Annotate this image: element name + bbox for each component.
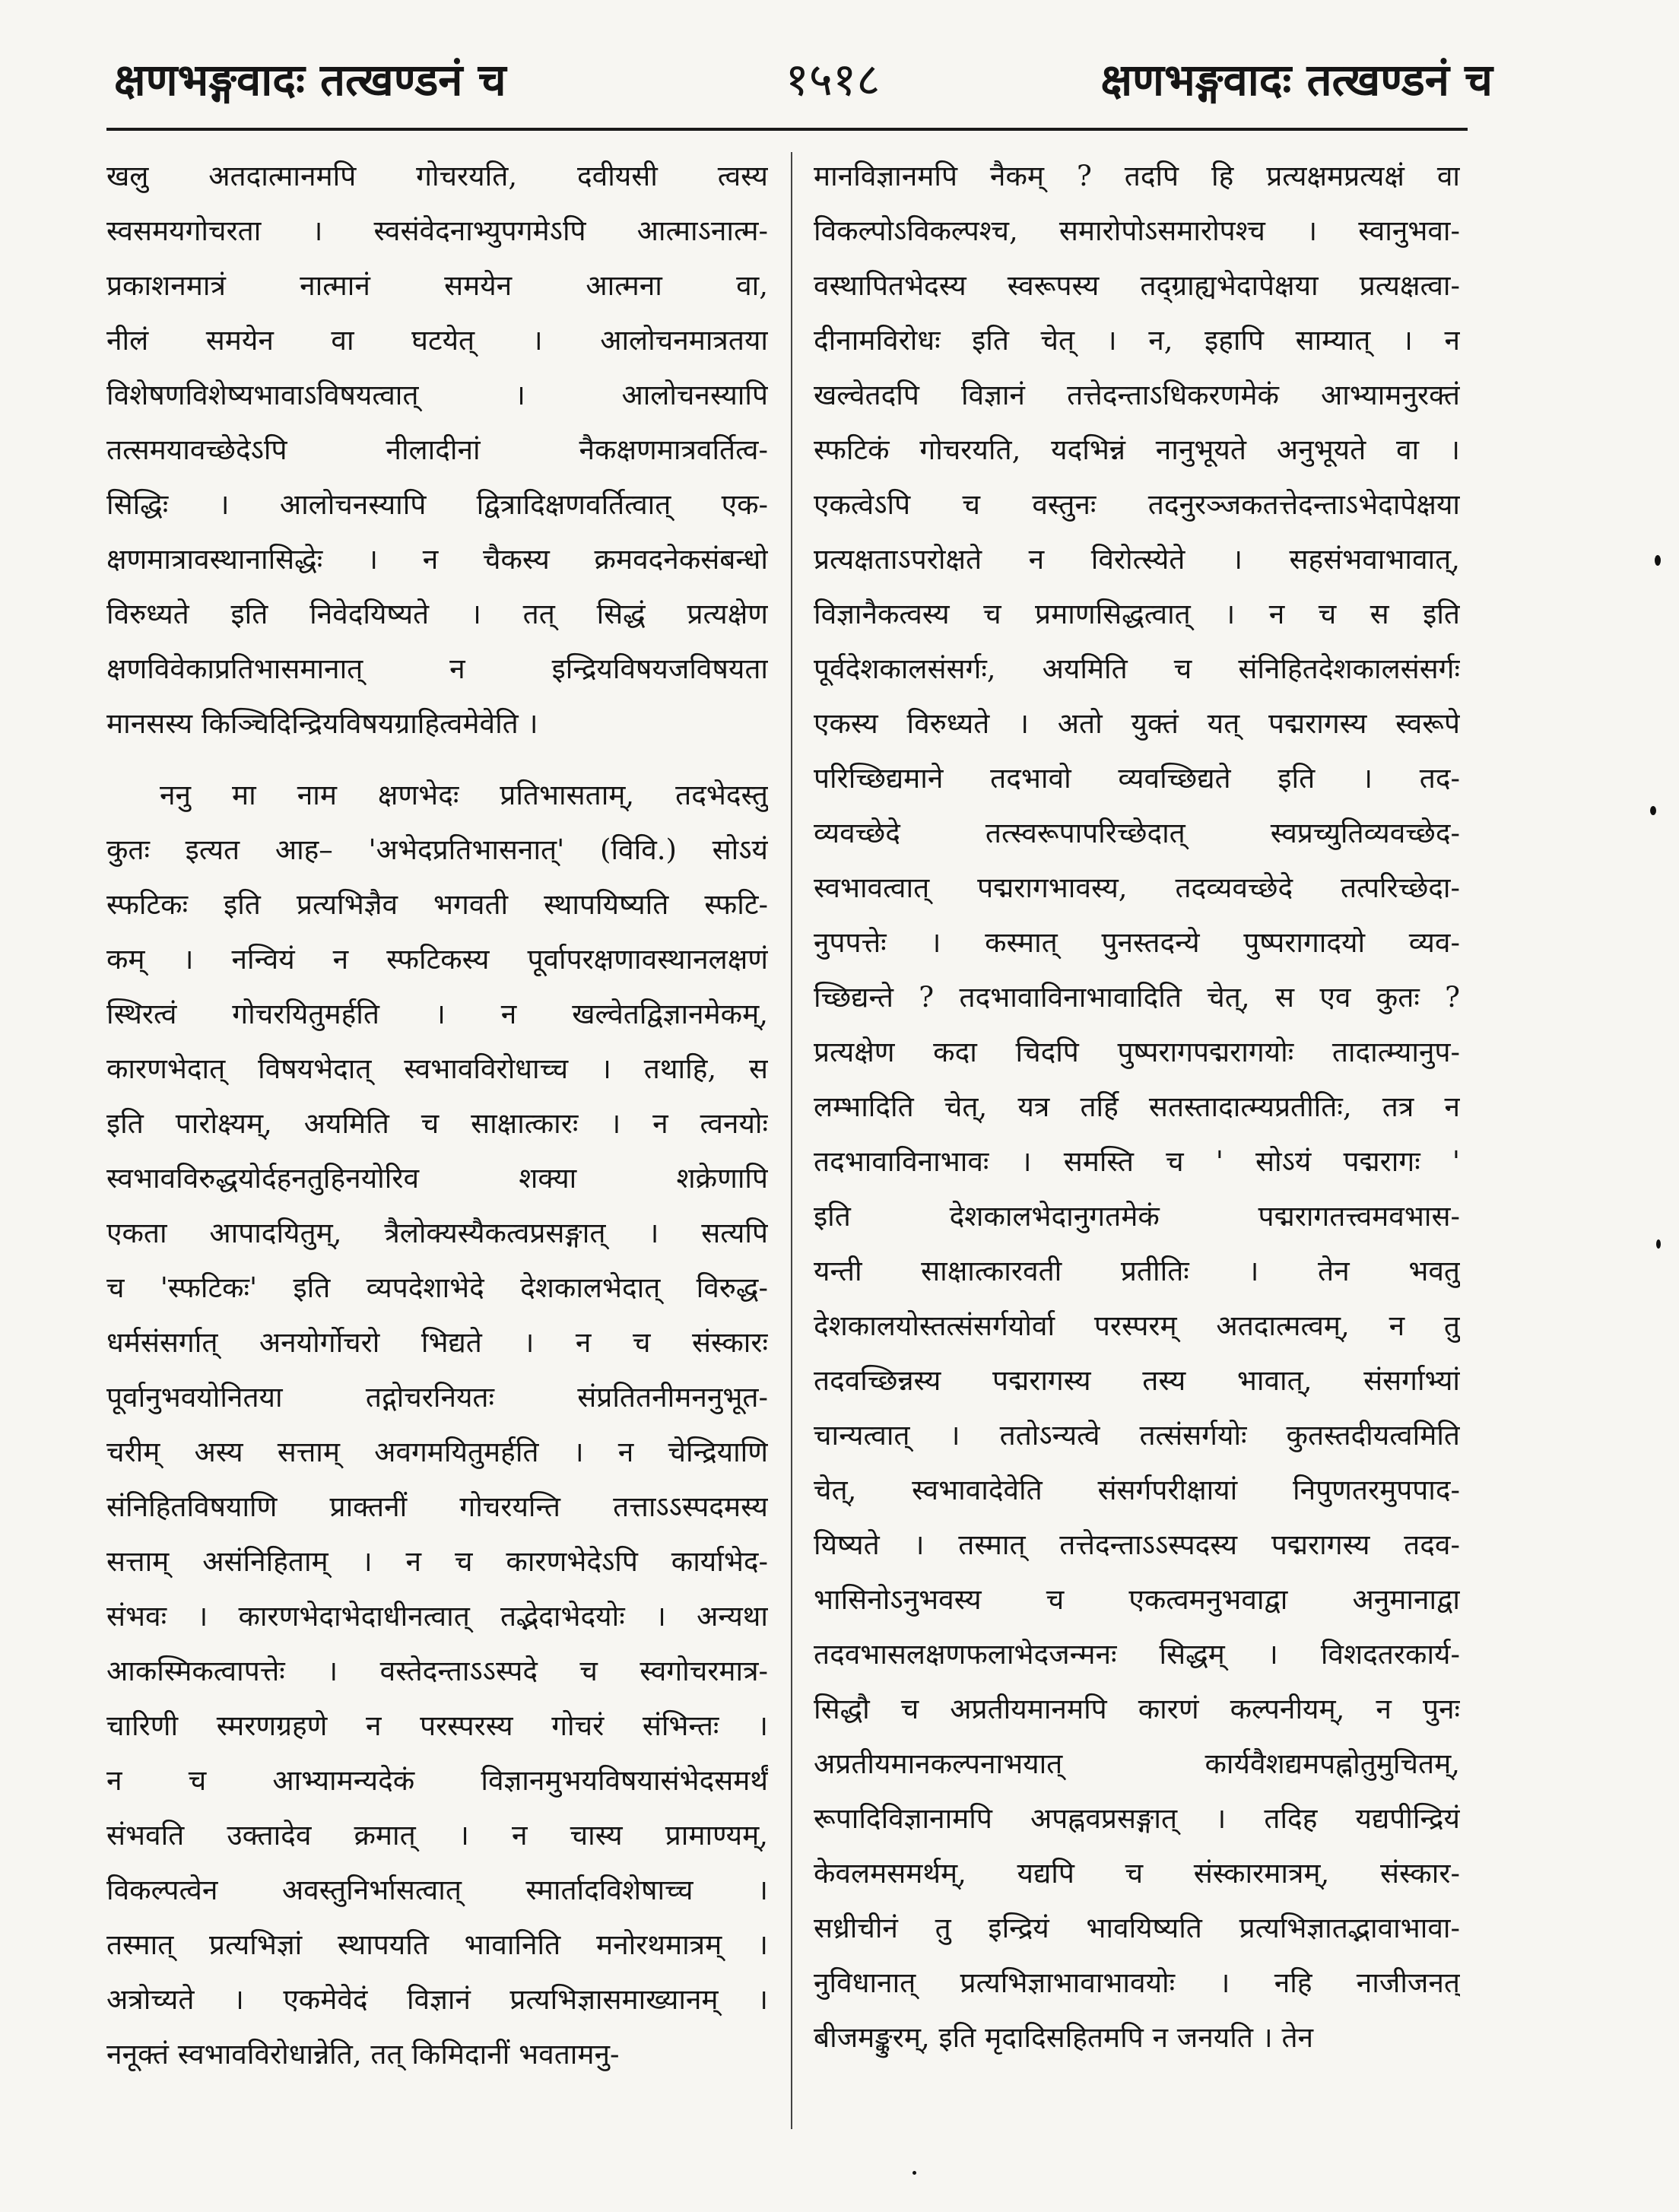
page-number: १५१८ (785, 53, 881, 106)
text-line: संभवः । कारणभेदाभेदाधीनत्वात् तद्भेदाभेदयोः । अन्यथा (106, 1600, 768, 1633)
text-line: केवलमसमर्थम्, यद्यपि च संस्कारमात्रम्, संस्कार- (814, 1857, 1460, 1890)
paragraph-gap (106, 751, 768, 768)
text-line: विकल्पोऽविकल्पश्च, समारोपोऽसमारोपश्च । स्वानुभवा- (814, 214, 1460, 247)
text-line: यन्ती साक्षात्कारवती प्रतीतिः । तेन भवतु (814, 1255, 1460, 1287)
text-line: चरीम् अस्य सत्ताम् अवगमयितुमर्हति । न चेन्द्रियाणि (106, 1436, 768, 1468)
text-line: चारिणी स्मरणग्रहणे न परस्परस्य गोचरं संभिन्तः । (106, 1709, 768, 1742)
text-line: सिद्धिः । आलोचनस्यापि द्वित्रादिक्षणवर्तित्वात् एक- (106, 488, 768, 521)
text-line: ननु मा नाम क्षणभेदः प्रतिभासताम्, तदभेदस्तु (160, 779, 768, 811)
text-line: धर्मसंसर्गात् अनयोर्गोचरो भिद्यते । न च संस्कारः (106, 1326, 768, 1359)
text-line: भासिनोऽनुभवस्य च एकत्वमनुभवाद्वा अनुमानाद्वा (814, 1583, 1460, 1616)
text-line: कम् । नन्वियं न स्फटिकस्य पूर्वापरक्षणावस्थानलक्षणं (106, 943, 768, 976)
text-line: स्वभावत्वात् पद्मरागभावस्य, तदव्यवच्छेदे तत्परिच्छेदा- (814, 871, 1460, 904)
text-line: प्रत्यक्षताऽपरोक्षते न विरोत्स्येते । सहसंभवाभावात्, (814, 543, 1460, 576)
margin-dot (1656, 1239, 1661, 1249)
text-line: पूर्वदेशकालसंसर्गः, अयमिति च संनिहितदेशकालसंसर्गः (814, 652, 1460, 685)
text-line: लम्भादिति चेत्, यत्र तर्हि सतस्तादात्म्यप्रतीतिः, तत्र न (814, 1090, 1460, 1123)
header-rule (106, 128, 1468, 131)
text-line: रूपादिविज्ञानामपि अपह्नवप्रसङ्गात् । तदिह यद्यपीन्द्रियं (814, 1802, 1460, 1835)
text-line: सध्रीचीनं तु इन्द्रियं भावयिष्यति प्रत्यभिज्ञातद्भावाभावा- (814, 1912, 1460, 1944)
text-line: नीलं समयेन वा घटयेत् । आलोचनमात्रतया (106, 324, 768, 357)
text-line: च्छिद्यन्ते ? तदभावाविनाभावादिति चेत्, स एव कुतः ? (814, 981, 1460, 1014)
text-line: कारणभेदात् विषयभेदात् स्वभावविरोधाच्च । तथाहि, स (106, 1052, 768, 1085)
text-line: बीजमङ्कुरम्, इति मृदादिसहितमपि न जनयति । तेन (814, 2021, 1314, 2054)
text-line: आकस्मिकत्वापत्तेः । वस्तेदन्ताऽऽस्पदे च स्वगोचरमात्र- (106, 1655, 768, 1687)
page-header (0, 0, 1679, 122)
text-line: संभवति उक्तादेव क्रमात् । न चास्य प्रामाण्यम्, (106, 1819, 768, 1852)
text-line: स्थिरत्वं गोचरयितुमर्हति । न खल्वेतद्विज्ञानमेकम्, (106, 998, 768, 1030)
text-line: अप्रतीयमानकल्पनाभयात् कार्यवैशद्यमपह्नोतुमुचितम्, (814, 1747, 1460, 1780)
text-line: चेत्, स्वभावादेवेति संसर्गपरीक्षायां निपुणतरमुपपाद- (814, 1474, 1460, 1506)
text-line: तदवभासलक्षणफलाभेदजन्मनः सिद्धम् । विशदतरकार्य- (814, 1638, 1460, 1671)
text-line: यिष्यते । तस्मात् तत्तेदन्ताऽऽस्पदस्य पद्मरागस्य तदव- (814, 1528, 1460, 1561)
text-line: च 'स्फटिकः' इति व्यपदेशाभेदे देशकालभेदात् विरुद्ध- (106, 1271, 768, 1304)
text-line: प्रकाशनमात्रं नात्मानं समयेन आत्मना वा, (106, 269, 768, 302)
text-line: परिच्छिद्यमाने तदभावो व्यवच्छिद्यते इति । तद- (814, 762, 1460, 795)
text-line: विकल्पत्वेन अवस्तुनिर्भासत्वात् स्मार्तादविशेषाच्च । (106, 1874, 768, 1906)
text-line: खलु अतदात्मानमपि गोचरयति, दवीयसी त्वस्य (106, 160, 768, 192)
text-line: चान्यत्वात् । ततोऽन्यत्वे तत्संसर्गयोः कुतस्तदीयत्वमिति (814, 1419, 1460, 1452)
text-line: विरुध्यते इति निवेदयिष्यते । तत् सिद्धं प्रत्यक्षेण (106, 598, 768, 630)
text-line: ननूक्तं स्वभावविरोधान्नेति, तत् किमिदानीं भवतामनु- (106, 2038, 620, 2071)
text-line: तस्मात् प्रत्यभिज्ञां स्थापयति भावानिति मनोरथमात्रम् । (106, 1928, 768, 1961)
text-line: तदभावाविनाभावः । समस्ति च ' सोऽयं पद्मरागः ' (814, 1145, 1460, 1178)
right-column (814, 149, 1460, 2156)
text-line: नुपपत्तेः । कस्मात् पुनस्तदन्ये पुष्परागादयो व्यव- (814, 926, 1460, 959)
text-line: स्वसमयगोचरता । स्वसंवेदनाभ्युपगमेऽपि आत्माऽनात्म- (106, 214, 768, 247)
text-line: न च आभ्यामन्यदेकं विज्ञानमुभयविषयासंभेदसमर्थं (106, 1764, 768, 1797)
text-line: नुविधानात् प्रत्यभिज्ञाभावाभावयोः । नहि नाजीजनत् (814, 1966, 1460, 1999)
text-line: देशकालयोस्तत्संसर्गयोर्वा परस्परम् अतदात्मत्वम्, न तु (814, 1309, 1460, 1342)
text-line: खल्वेतदपि विज्ञानं तत्तेदन्ताऽधिकरणमेकं आभ्यामनुरक्तं (814, 379, 1460, 411)
text-line: वस्थापितभेदस्य स्वरूपस्य तद्ग्राह्यभेदापेक्षया प्रत्यक्षत्वा- (814, 269, 1460, 302)
text-line: स्फटिकं गोचरयति, यदभिन्नं नानुभूयते अनुभूयते वा । (814, 433, 1460, 466)
running-head-right: क्षणभङ्गवादः तत्खण्डनं च (1100, 54, 1493, 106)
text-line: मानविज्ञानमपि नैकम् ? तदपि हि प्रत्यक्षमप्रत्यक्षं वा (814, 160, 1460, 192)
margin-dot (1650, 806, 1656, 815)
text-line: संनिहितविषयाणि प्राक्तनीं गोचरयन्ति तत्ताऽऽस्पदमस्य (106, 1490, 768, 1523)
running-head-left: क्षणभङ्गवादः तत्खण्डनं च (114, 54, 506, 106)
margin-dot (912, 2171, 916, 2175)
text-line: एकस्य विरुध्यते । अतो युक्तं यत् पद्मरागस्य स्वरूपे (814, 707, 1460, 740)
text-line: इति पारोक्ष्यम्, अयमिति च साक्षात्कारः । न त्वनयोः (106, 1107, 768, 1140)
text-line: इति देशकालभेदानुगतमेकं पद्मरागतत्त्वमवभास- (814, 1200, 1460, 1233)
text-line: सिद्धौ च अप्रतीयमानमपि कारणं कल्पनीयम्, न पुनः (814, 1693, 1460, 1725)
text-line: तदवच्छिन्नस्य पद्मरागस्य तस्य भावात्, संसर्गाभ्यां (814, 1364, 1460, 1397)
text-line: प्रत्यक्षेण कदा चिदपि पुष्परागपद्मरागयोः तादात्म्यानुप- (814, 1036, 1460, 1068)
text-line: क्षणमात्रावस्थानासिद्धेः । न चैकस्य क्रमवदनेकसंबन्धो (106, 543, 768, 576)
text-line: पूर्वानुभवयोनितया तद्गोचरनियतः संप्रतितनीमननुभूत- (106, 1381, 768, 1414)
text-line: विज्ञानैकत्वस्य च प्रमाणसिद्धत्वात् । न च स इति (814, 598, 1460, 630)
text-line: स्फटिकः इति प्रत्यभिज्ञैव भगवती स्थापयिष्यति स्फटि- (106, 888, 768, 921)
text-line: कुतः इत्यत आह– 'अभेदप्रतिभासनात्' (विवि.) सोऽयं (106, 833, 768, 866)
text-line: विशेषणविशेष्यभावाऽविषयत्वात् । आलोचनस्यापि (106, 379, 768, 411)
text-line: दीनामविरोधः इति चेत् । न, इहापि साम्यात् । न (814, 324, 1460, 357)
text-line: एकत्वेऽपि च वस्तुनः तदनुरञ्जकतत्तेदन्ताऽभेदापेक्षया (814, 488, 1460, 521)
left-column (106, 149, 768, 2156)
text-line: सत्ताम् असंनिहिताम् । न च कारणभेदेऽपि कार्याभेद- (106, 1545, 768, 1578)
text-line: अत्रोच्यते । एकमेवेदं विज्ञानं प्रत्यभिज्ञासमाख्यानम् । (106, 1983, 768, 2016)
margin-dot (1655, 555, 1661, 566)
text-line: क्षणविवेकाप्रतिभासमानात् न इन्द्रियविषयजविषयता (106, 652, 768, 685)
text-line: मानसस्य किञ्चिदिन्द्रियविषयग्राहित्वमेवेति । (106, 707, 538, 740)
text-line: तत्समयावच्छेदेऽपि नीलादीनां नैकक्षणमात्रवर्तित्व- (106, 433, 768, 466)
text-line: एकता आपादयितुम्, त्रैलोक्यस्यैकत्वप्रसङ्गात् । सत्यपि (106, 1217, 768, 1249)
text-line: व्यवच्छेदे तत्स्वरूपापरिच्छेदात् स्वप्रच्युतिव्यवच्छेद- (814, 817, 1460, 849)
text-line: स्वभावविरुद्धयोर्दहनतुहिनयोरिव शक्या शक्रेणापि (106, 1162, 768, 1195)
column-divider (791, 152, 792, 2129)
